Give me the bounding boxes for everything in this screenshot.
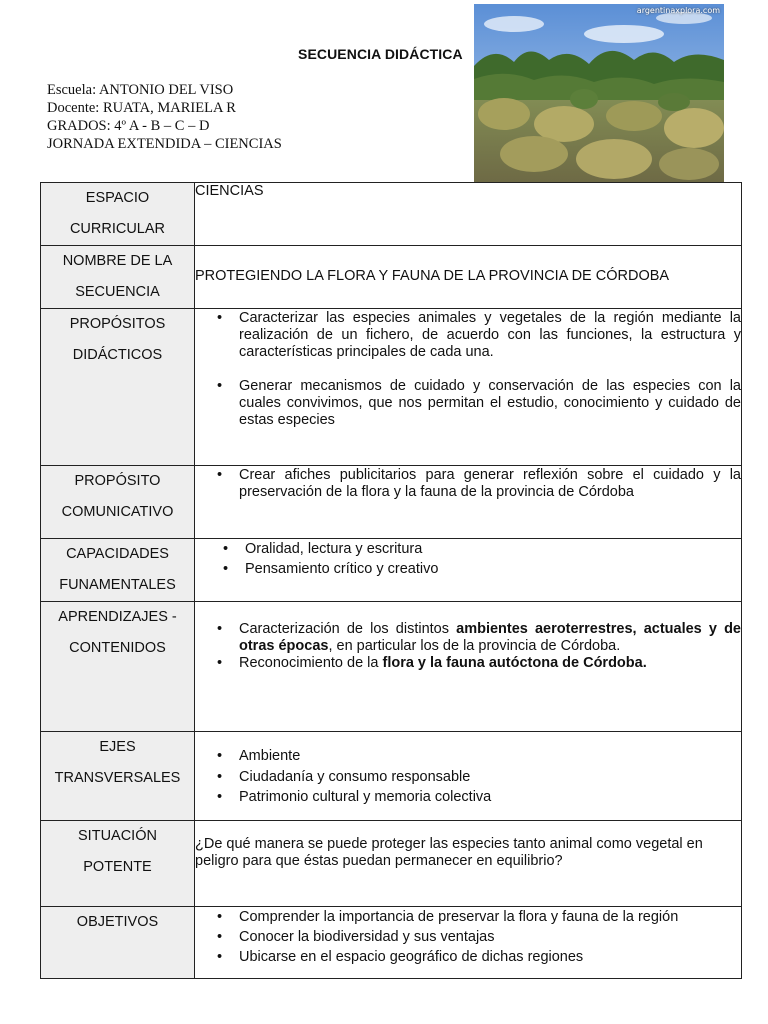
sequence-table (40, 182, 742, 979)
table-row (41, 539, 742, 602)
table-row (41, 183, 742, 246)
list-item: • Ubicarse en el espacio geográfico de dichas regiones (239, 947, 741, 967)
table-row (41, 309, 742, 466)
list-item: • Caracterizar las especies animales y vegetales de la región mediante la realización de un fichero, de acuerdo con las funciones, la estructura y características principales de cada una. (239, 310, 741, 361)
value-espacio-curricular: CIENCIAS (195, 183, 742, 246)
value-ejes-transversales (195, 732, 742, 821)
value-objetivos (195, 907, 742, 979)
jornada-line: JORNADA EXTENDIDA – CIENCIAS (47, 136, 282, 152)
label-capacidades (41, 539, 195, 602)
list-item: • Ambiente (239, 746, 741, 767)
label-line: CAPACIDADES (66, 546, 169, 562)
item-text: , en particular los de la provincia de Córdoba. (328, 638, 621, 654)
header-info (47, 81, 282, 153)
capacidades-list (195, 539, 741, 579)
table-row (41, 732, 742, 821)
label-line: CONTENIDOS (69, 640, 166, 656)
label-line: COMUNICATIVO (61, 504, 174, 520)
label-aprendizajes (41, 602, 195, 732)
label-propositos-didacticos (41, 309, 195, 466)
value-proposito-comunicativo (195, 466, 742, 539)
list-item (239, 655, 741, 672)
list-item: • Ciudadanía y consumo responsable (239, 767, 741, 788)
label-line: NOMBRE DE LA (62, 253, 173, 269)
grados-line: GRADOS: 4º A - B – C – D (47, 118, 210, 134)
list-item: • Generar mecanismos de cuidado y conservación de las especies con la cuales convivimos, que nos permitan el estudio, conocimiento y cuidado de estas especies (239, 378, 741, 429)
list-item: • Conocer la biodiversidad y sus ventajas (239, 927, 741, 947)
document-title: SECUENCIA DIDÁCTICA (298, 46, 463, 62)
label-line: SITUACIÓN (78, 828, 157, 844)
label-line: FUNAMENTALES (59, 577, 176, 593)
item-bold-text: ambientes aeroterrestres, actuales y de otras épocas (239, 621, 741, 654)
list-item: • Oralidad, lectura y escritura (245, 539, 741, 559)
comunicativo-list (195, 467, 741, 501)
photo-watermark: argentinaxplora.com (636, 6, 720, 15)
table-row (41, 246, 742, 309)
label-line: TRANSVERSALES (54, 770, 181, 786)
value-nombre-secuencia: PROTEGIENDO LA FLORA Y FAUNA DE LA PROVINCIA DE CÓRDOBA (195, 246, 742, 309)
item-text: Reconocimiento de la (239, 655, 383, 671)
value-aprendizajes (195, 602, 742, 732)
table-row (41, 602, 742, 732)
label-ejes-transversales (41, 732, 195, 821)
label-line: CURRICULAR (69, 221, 166, 237)
label-objetivos (41, 907, 195, 979)
table-row (41, 907, 742, 979)
list-item: • Patrimonio cultural y memoria colectiva (239, 787, 741, 808)
value-situacion-potente: ¿De qué manera se puede proteger las especies tanto animal como vegetal en peligro para que éstas puedan permanecer en equilibrio? (195, 821, 742, 907)
ejes-list (195, 746, 741, 808)
list-item: • Pensamiento crítico y creativo (245, 559, 741, 579)
table-row (41, 466, 742, 539)
objetivos-list (195, 907, 741, 967)
table-row (41, 821, 742, 907)
propositos-list (195, 310, 741, 429)
label-line: APRENDIZAJES - (58, 609, 177, 625)
list-item (239, 621, 741, 655)
escuela-line: Escuela: ANTONIO DEL VISO (47, 82, 234, 98)
list-item: • Comprender la importancia de preservar la flora y fauna de la región (239, 907, 741, 927)
label-espacio-curricular (41, 183, 195, 246)
label-line: ESPACIO (85, 190, 150, 206)
label-line: POTENTE (83, 859, 152, 875)
label-line: EJES (99, 739, 136, 755)
label-situacion-potente (41, 821, 195, 907)
list-item: • Crear afiches publicitarios para generar reflexión sobre el cuidado y la preservación de la flora y la fauna de la provincia de Córdoba (239, 467, 741, 501)
item-bold-text: flora y la fauna autóctona de Córdoba. (382, 655, 647, 671)
docente-line: Docente: RUATA, MARIELA R (47, 100, 236, 116)
label-line: OBJETIVOS (76, 914, 159, 930)
item-text: Caracterización de los distintos (239, 621, 457, 637)
value-capacidades (195, 539, 742, 602)
value-propositos-didacticos (195, 309, 742, 466)
landscape-photo (474, 4, 724, 182)
label-line: PROPÓSITO (74, 473, 161, 489)
label-line: SECUENCIA (75, 284, 160, 300)
label-line: DIDÁCTICOS (72, 347, 163, 363)
label-nombre-secuencia (41, 246, 195, 309)
aprendizajes-list (195, 621, 741, 672)
label-proposito-comunicativo (41, 466, 195, 539)
label-line: PROPÓSITOS (69, 316, 166, 332)
